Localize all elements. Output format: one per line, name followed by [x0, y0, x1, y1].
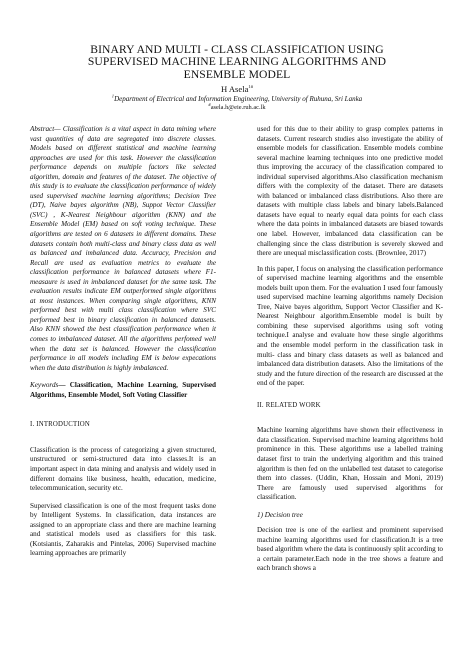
author-marks: 1#: [248, 84, 254, 90]
body-paragraph-1: used for this due to their ability to grasp complex patterns in datasets. Current research studies also investigate the ability of ensemble models for classification. Ensemble models combine several machine learning techniques into one predictive model thus improving the accuracy of the classification compared to individual supervised algorithms.Also classification mechanism differs with the complexity of the dataset. There are datasets with balanced or imbalanced class distributions. Also there are datasets with multiple class labels and binary labels.Balanced datasets have equal to nearly equal data points for each class where the data points in imbalanced datasets are biased towards one label. However, imbalanced data classification can be challenging since the class distribution is severely skewed and there are unequal misclassification costs. (Brownlee, 2017): [257, 125, 443, 258]
left-column: [30, 125, 216, 559]
author-name: H Asela: [220, 84, 249, 94]
abstract-dash: —: [54, 125, 63, 133]
keywords-text: Classification, Machine Learning, Supervised Algorithms, Ensemble Model, Soft Voting Classifier: [30, 381, 216, 399]
keywords-label: Keywords: [30, 381, 59, 390]
paper-title: [30, 44, 444, 81]
title-line: BINARY AND MULTI - CLASS CLASSIFICATION USING: [90, 43, 384, 56]
body-paragraph-2: In this paper, I focus on analysing the classification performance of supervised machine learning algorithms and the ensemble models built upon them. For the evaluation I used four famously used supervised machine learning algorithms namely Decision Tree, Naive bayes algorithm, Support Vector Classifier and K-Nearest Neighbour algorithm.Ensemble model is built by combining these supervised algorithms using soft voting technique.I analyse and evaluate how these single algorithms and the ensemble model perform in the classification task in multi- class and binary class datasets as well as balanced and imbalanced data distribution datasets. Also the limitations of the study and the future direction of the research are discussed at the end of the paper.: [257, 264, 443, 388]
section-heading-related-work: II. RELATED WORK: [257, 401, 321, 409]
author-line: [0, 84, 474, 94]
abstract: [30, 125, 216, 373]
email-mark: #: [208, 101, 211, 107]
related-paragraph-1: Machine learning algorithms have shown their effectiveness in data classification. Supervised machine learning algorithms hold prominence in this. These algorithms use a labelled training dataset first to train the underlying algorithm and this trained algorithm is then fed on the unlabelled test dataset to categorise them into classes. (Uddin, Khan, Hossain and Moni, 2019) There are famously used supervised algorithms for classification.: [257, 426, 443, 502]
section-heading-introduction: I. INTRODUCTION: [30, 421, 91, 429]
intro-paragraph-2: Supervised classification is one of the most frequent tasks done by Intelligent Systems. In classification, data instances are assigned to an appropriate class and there are machine learning and statistical models used as classifiers for this task. (Kotsiantis, Zaharakis and Pintelas, 2006) Supervised machine learning approaches are primarily: [30, 501, 216, 558]
subsection-heading-decision-tree: 1) Decision tree: [257, 510, 303, 519]
affiliation-line: [0, 95, 474, 104]
abstract-label: Abstract: [30, 125, 55, 133]
decision-tree-paragraph: Decision tree is one of the earliest and prominent supervised machine learning algorithms used for classification.It is a tree based algorithm where the data is continuously split according to a certain parameter.Each node in the tree shows a feature and each branch shows a: [257, 526, 443, 573]
keywords-dash: —: [58, 381, 70, 390]
affiliation-mark: 1: [111, 93, 115, 99]
abstract-text: Classification is a vital aspect in data mining where vast quantities of data are segregated into discrete classes. Models based on different statistical and machine learning approaches are used for this task. However the classification performance depends on multiple factors like selected algorithm, domain and features of the dataset. The objective of this study is to evaluate the classification performance of widely used supervised machine learning algorithms; Decision Tree (DT), Naive bayes algorithm (NB), Suppot Vector Classifier (SVC) , K-Nearest Neighbour algorithm (KNN) and the Ensemble Model (EM) based on soft voting technique. These algorithms are tested on 6 datasets in different domains. These datasets contain both multi-class and binary class data as well as balanced and imbalanced data. Accuracy, Precision and Recall are used as evaluation metrics to evaluate the classification performance in balanced datasets where F1-measaure is used in imbalanced dataset for the same task. The evaluation results indicate EM outperformed single algorithms at most instances. When comparing single algorithms, KNN performed best with multi class classification where SVC performed best in binary classification in balanced datasets. Also KNN showed the best classification performance when it comes to imbalanced dataset. All the algorithms perfomed well when the data set is balanced. However the classification performance in all models including EM is below expecations when the data distribution is highly imbalanced.: [30, 125, 216, 372]
email-line: [0, 101, 474, 112]
title-line: SUPERVISED MACHINE LEARNING ALGORITHMS AND: [87, 55, 387, 69]
keywords: [30, 381, 216, 400]
intro-paragraph-1: Classification is the process of categorizing a given structured, unstructured or semi-structured data into classes.It is an important aspect in data mining and analysis and widely used in different domains like business, health, education, medicine, telecommunication, security etc.: [30, 445, 216, 493]
affiliation: Department of Electrical and Information Engineering, University of Ruhuna, Sri Lanka: [114, 95, 363, 103]
title-line: ENSEMBLE MODEL: [183, 67, 291, 81]
author-email[interactable]: asela.h@eie.ruh.ac.lk: [210, 104, 266, 111]
right-column: [257, 125, 443, 574]
